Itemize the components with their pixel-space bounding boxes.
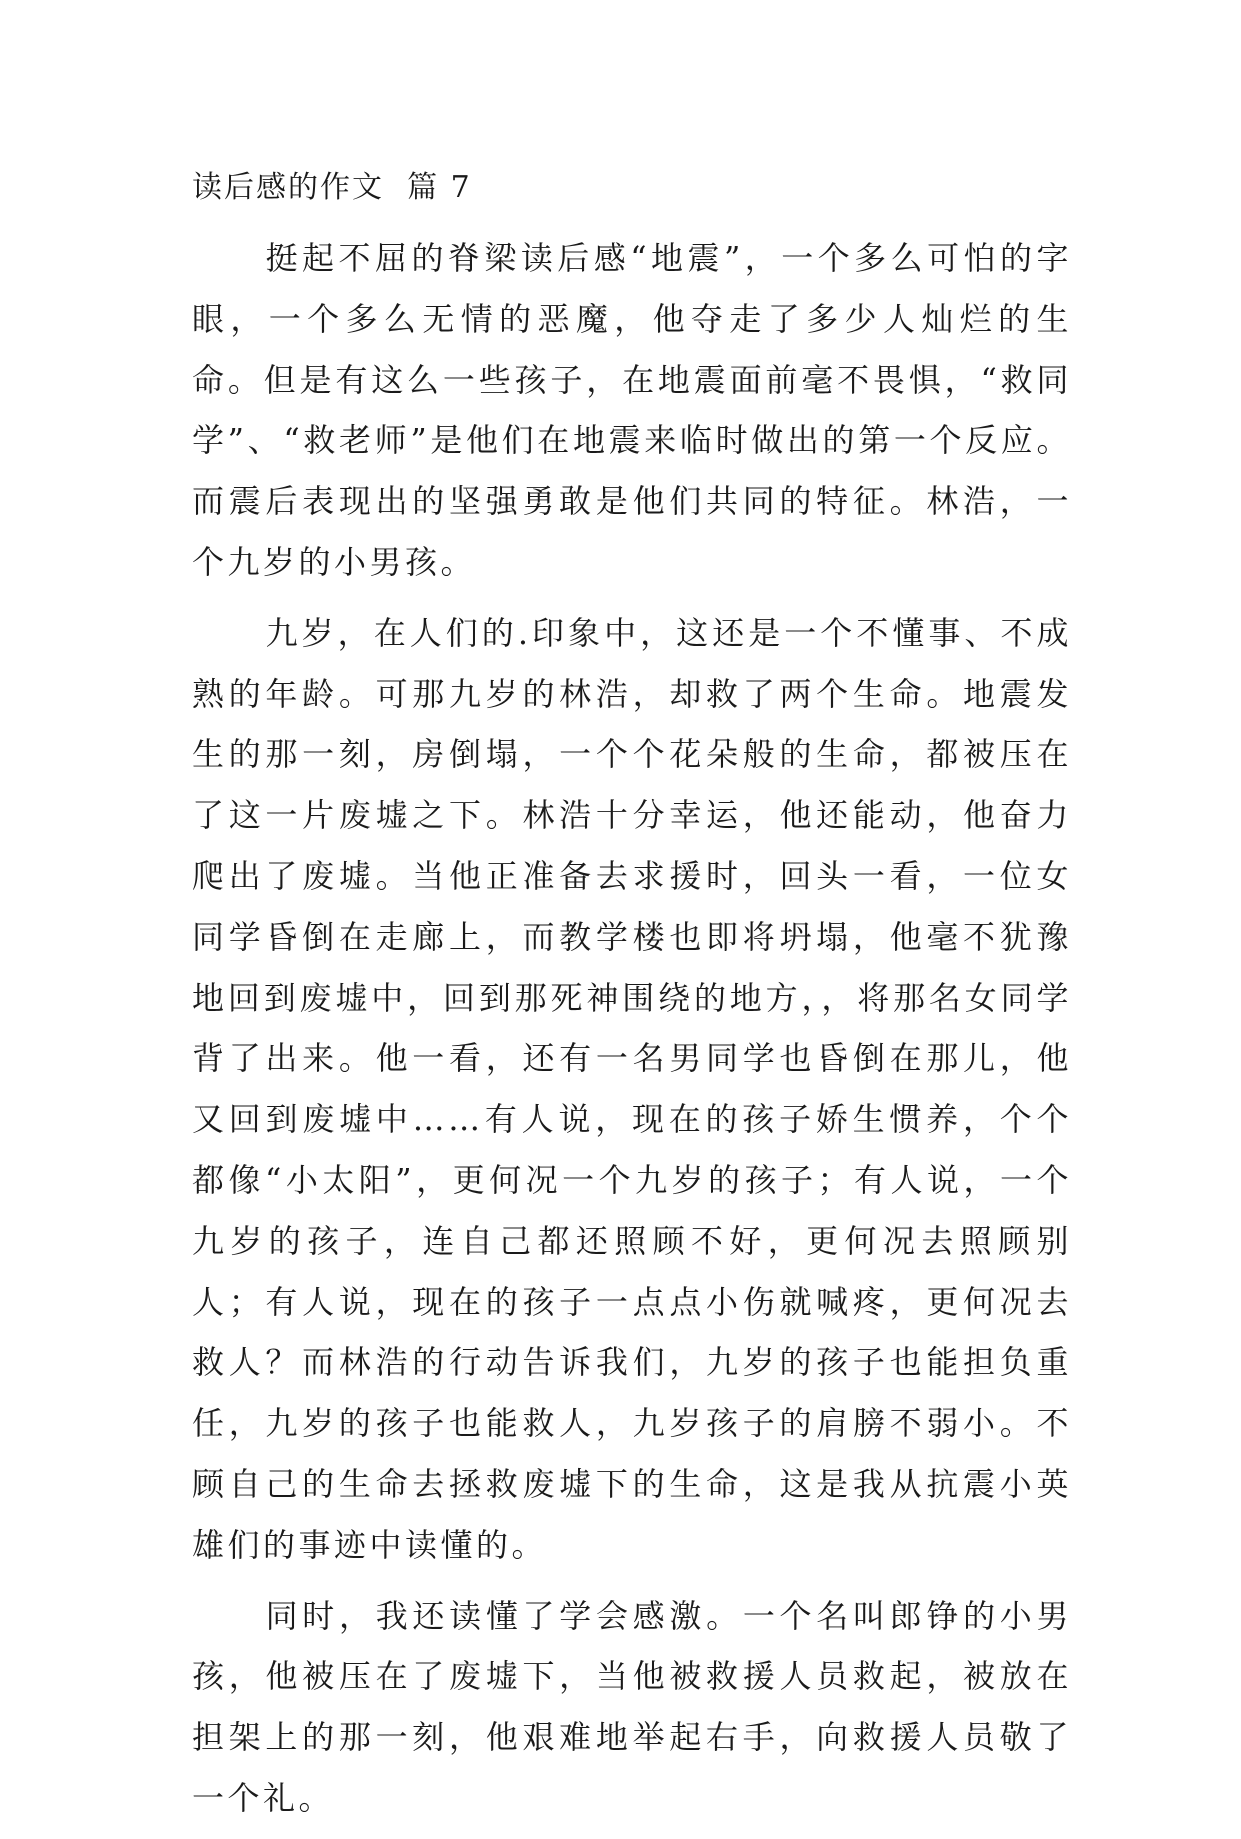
section-heading: 读后感的作文 篇 7: [192, 170, 472, 205]
paragraph-2: 九岁，在人们的.印象中，这还是一个不懂事、不成熟的年龄。可那九岁的林浩，却救了两个生命。地震发生的那一刻，房倒塌，一个个花朵般的生命，都被压在了这一片废墟之下。林浩十分幸运，他还能动，他奋力爬出了废墟。当他正准备去求援时，回头一看，一位女同学昏倒在走廊上，而教学楼也即将坍塌，他毫不犹豫地回到废墟中，回到那死神围绕的地方，，将那名女同学背了出来。他一看，还有一名男同学也昏倒在那儿，他又回到废墟中……有人说，现在的孩子娇生惯养，个个都像“小太阳”，更何况一个九岁的孩子；有人说，一个九岁的孩子，连自己都还照顾不好，更何况去照顾别人；有人说，现在的孩子一点点小伤就喊疼，更何况去救人？而林浩的行动告诉我们，九岁的孩子也能担负重任，九岁的孩子也能救人，九岁孩子的肩膀不弱小。不顾自己的生命去拯救废墟下的生命，这是我从抗震小英雄们的事迹中读懂的。: [192, 613, 1072, 1564]
paragraph-3: 同时，我还读懂了学会感激。一个名叫郎铮的小男孩，他被压在了废墟下，当他被救援人员救起，被放在担架上的那一刻，他艰难地举起右手，向救援人员敬了一个礼。: [192, 1596, 1072, 1817]
document-body: [192, 160, 1072, 1839]
paragraph-1: 挺起不屈的脊梁读后感“地震”，一个多么可怕的字眼，一个多么无情的恶魔，他夺走了多少人灿烂的生命。但是有这么一些孩子，在地震面前毫不畏惧，“救同学”、“救老师”是他们在地震来临时做出的第一个反应。而震后表现出的坚强勇敢是他们共同的特征。林浩，一个九岁的小男孩。: [192, 239, 1072, 581]
